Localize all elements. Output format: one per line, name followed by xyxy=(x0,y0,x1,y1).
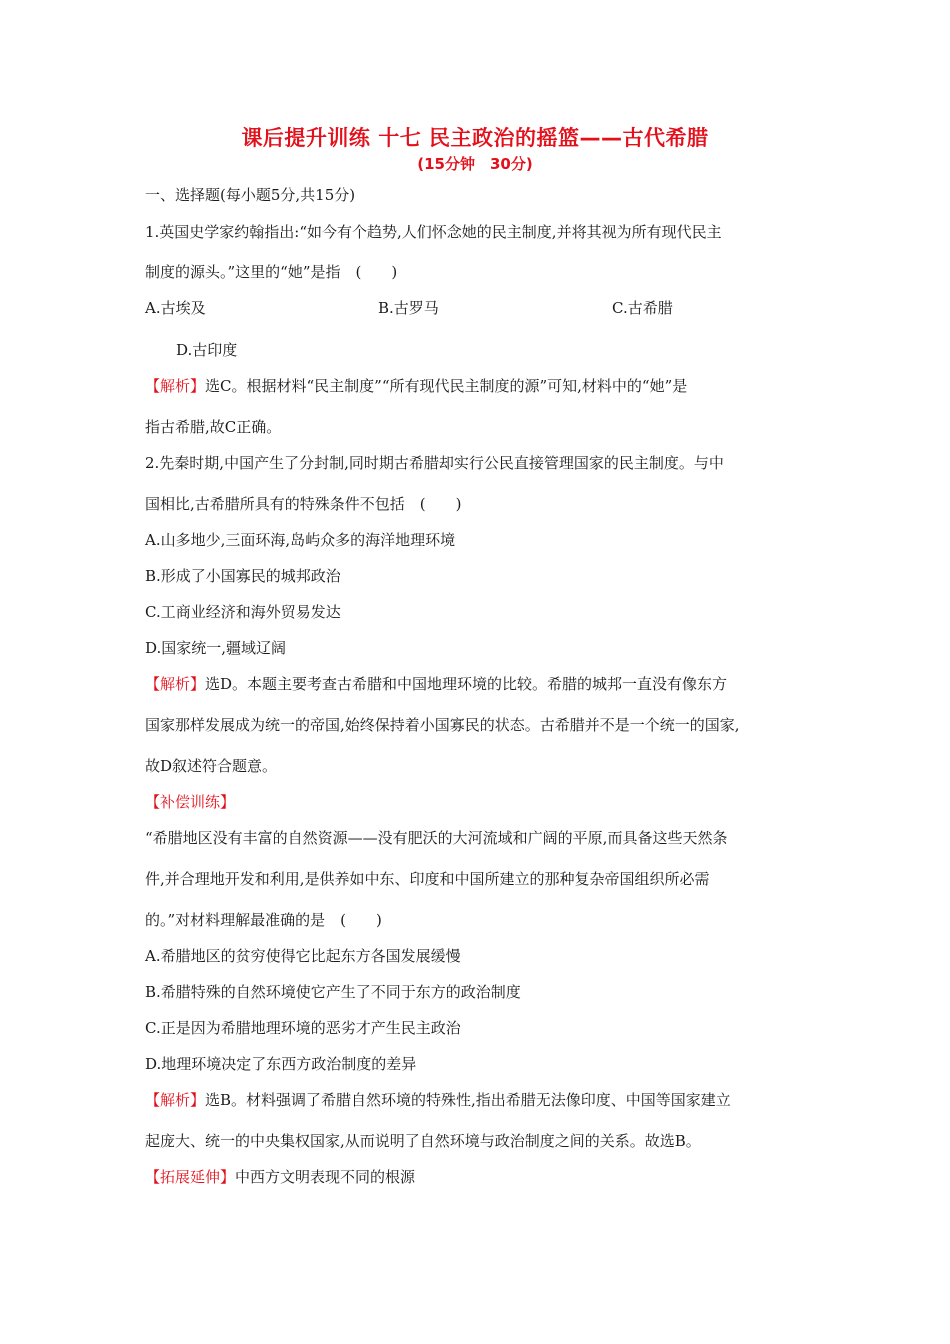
extension-text: 中西方文明表现不同的根源 xyxy=(235,1168,416,1186)
q2-option-b: B.形成了小国寡民的城邦政治 xyxy=(145,567,341,585)
q2-option-a: A.山多地少,三面环海,岛屿众多的海洋地理环境 xyxy=(145,531,456,549)
supplement-analysis-line1 xyxy=(145,1090,731,1110)
supplement-analysis-line2: 起庞大、统一的中央集权国家,从而说明了自然环境与政治制度之间的关系。故选B。 xyxy=(145,1132,701,1150)
q1-analysis-line2: 指古希腊,故C正确。 xyxy=(145,418,282,436)
supplement-stem-line2: 件,并合理地开发和利用,是供养如中东、印度和中国所建立的那种复杂帝国组织所必需 xyxy=(145,870,710,888)
supplement-stem-line1: “希腊地区没有丰富的自然资源——没有肥沃的大河流域和广阔的平原,而具备这些天然条 xyxy=(145,829,728,847)
q2-stem-line2: 国相比,古希腊所具有的特殊条件不包括 ( ) xyxy=(145,495,462,513)
supplement-option-b: B.希腊特殊的自然环境使它产生了不同于东方的政治制度 xyxy=(145,983,521,1001)
analysis-tag: 【解析】 xyxy=(145,675,206,693)
q1-option-c: C.古希腊 xyxy=(612,299,673,317)
q1-analysis-line1 xyxy=(145,376,687,396)
q1-option-b: B.古罗马 xyxy=(378,299,439,317)
q1-option-d: D.古印度 xyxy=(176,341,238,359)
supplement-option-c: C.正是因为希腊地理环境的恶劣才产生民主政治 xyxy=(145,1019,461,1037)
analysis-tag: 【解析】 xyxy=(145,377,206,395)
supplement-option-d: D.地理环境决定了东西方政治制度的差异 xyxy=(145,1055,417,1073)
supplement-stem-line3: 的。”对材料理解最准确的是 ( ) xyxy=(145,911,382,929)
analysis-text: 选D。本题主要考查古希腊和中国地理环境的比较。希腊的城邦一直没有像东方 xyxy=(205,675,728,693)
q2-option-d: D.国家统一,疆域辽阔 xyxy=(145,639,287,657)
extension-tag: 【拓展延伸】 xyxy=(145,1168,236,1186)
q1-option-a: A.古埃及 xyxy=(145,299,206,317)
q1-stem-line2: 制度的源头。”这里的“她”是指 ( ) xyxy=(145,263,398,281)
analysis-text: 选C。根据材料“民主制度”“所有现代民主制度的源”可知,材料中的“她”是 xyxy=(205,377,688,395)
page-title: 课后提升训练 十七 民主政治的摇篮——古代希腊 xyxy=(241,126,709,150)
q2-option-c: C.工商业经济和海外贸易发达 xyxy=(145,603,341,621)
q1-stem-line1: 1.英国史学家约翰指出:“如今有个趋势,人们怀念她的民主制度,并将其视为所有现代民主 xyxy=(145,223,722,241)
supplement-tag: 【补偿训练】 xyxy=(145,793,236,811)
q2-analysis-line1 xyxy=(145,674,727,694)
page-subtitle: (15分钟 30分) xyxy=(417,155,533,173)
extension-line xyxy=(145,1167,415,1187)
supplement-option-a: A.希腊地区的贫穷使得它比起东方各国发展缓慢 xyxy=(145,947,461,965)
q2-stem-line1: 2.先秦时期,中国产生了分封制,同时期古希腊却实行公民直接管理国家的民主制度。与中 xyxy=(145,454,724,472)
analysis-text: 选B。材料强调了希腊自然环境的特殊性,指出希腊无法像印度、中国等国家建立 xyxy=(205,1091,731,1109)
q2-analysis-line3: 故D叙述符合题意。 xyxy=(145,757,278,775)
section-heading: 一、选择题(每小题5分,共15分) xyxy=(145,186,356,204)
analysis-tag: 【解析】 xyxy=(145,1091,206,1109)
q2-analysis-line2: 国家那样发展成为统一的帝国,始终保持着小国寡民的状态。古希腊并不是一个统一的国家, xyxy=(145,716,740,734)
